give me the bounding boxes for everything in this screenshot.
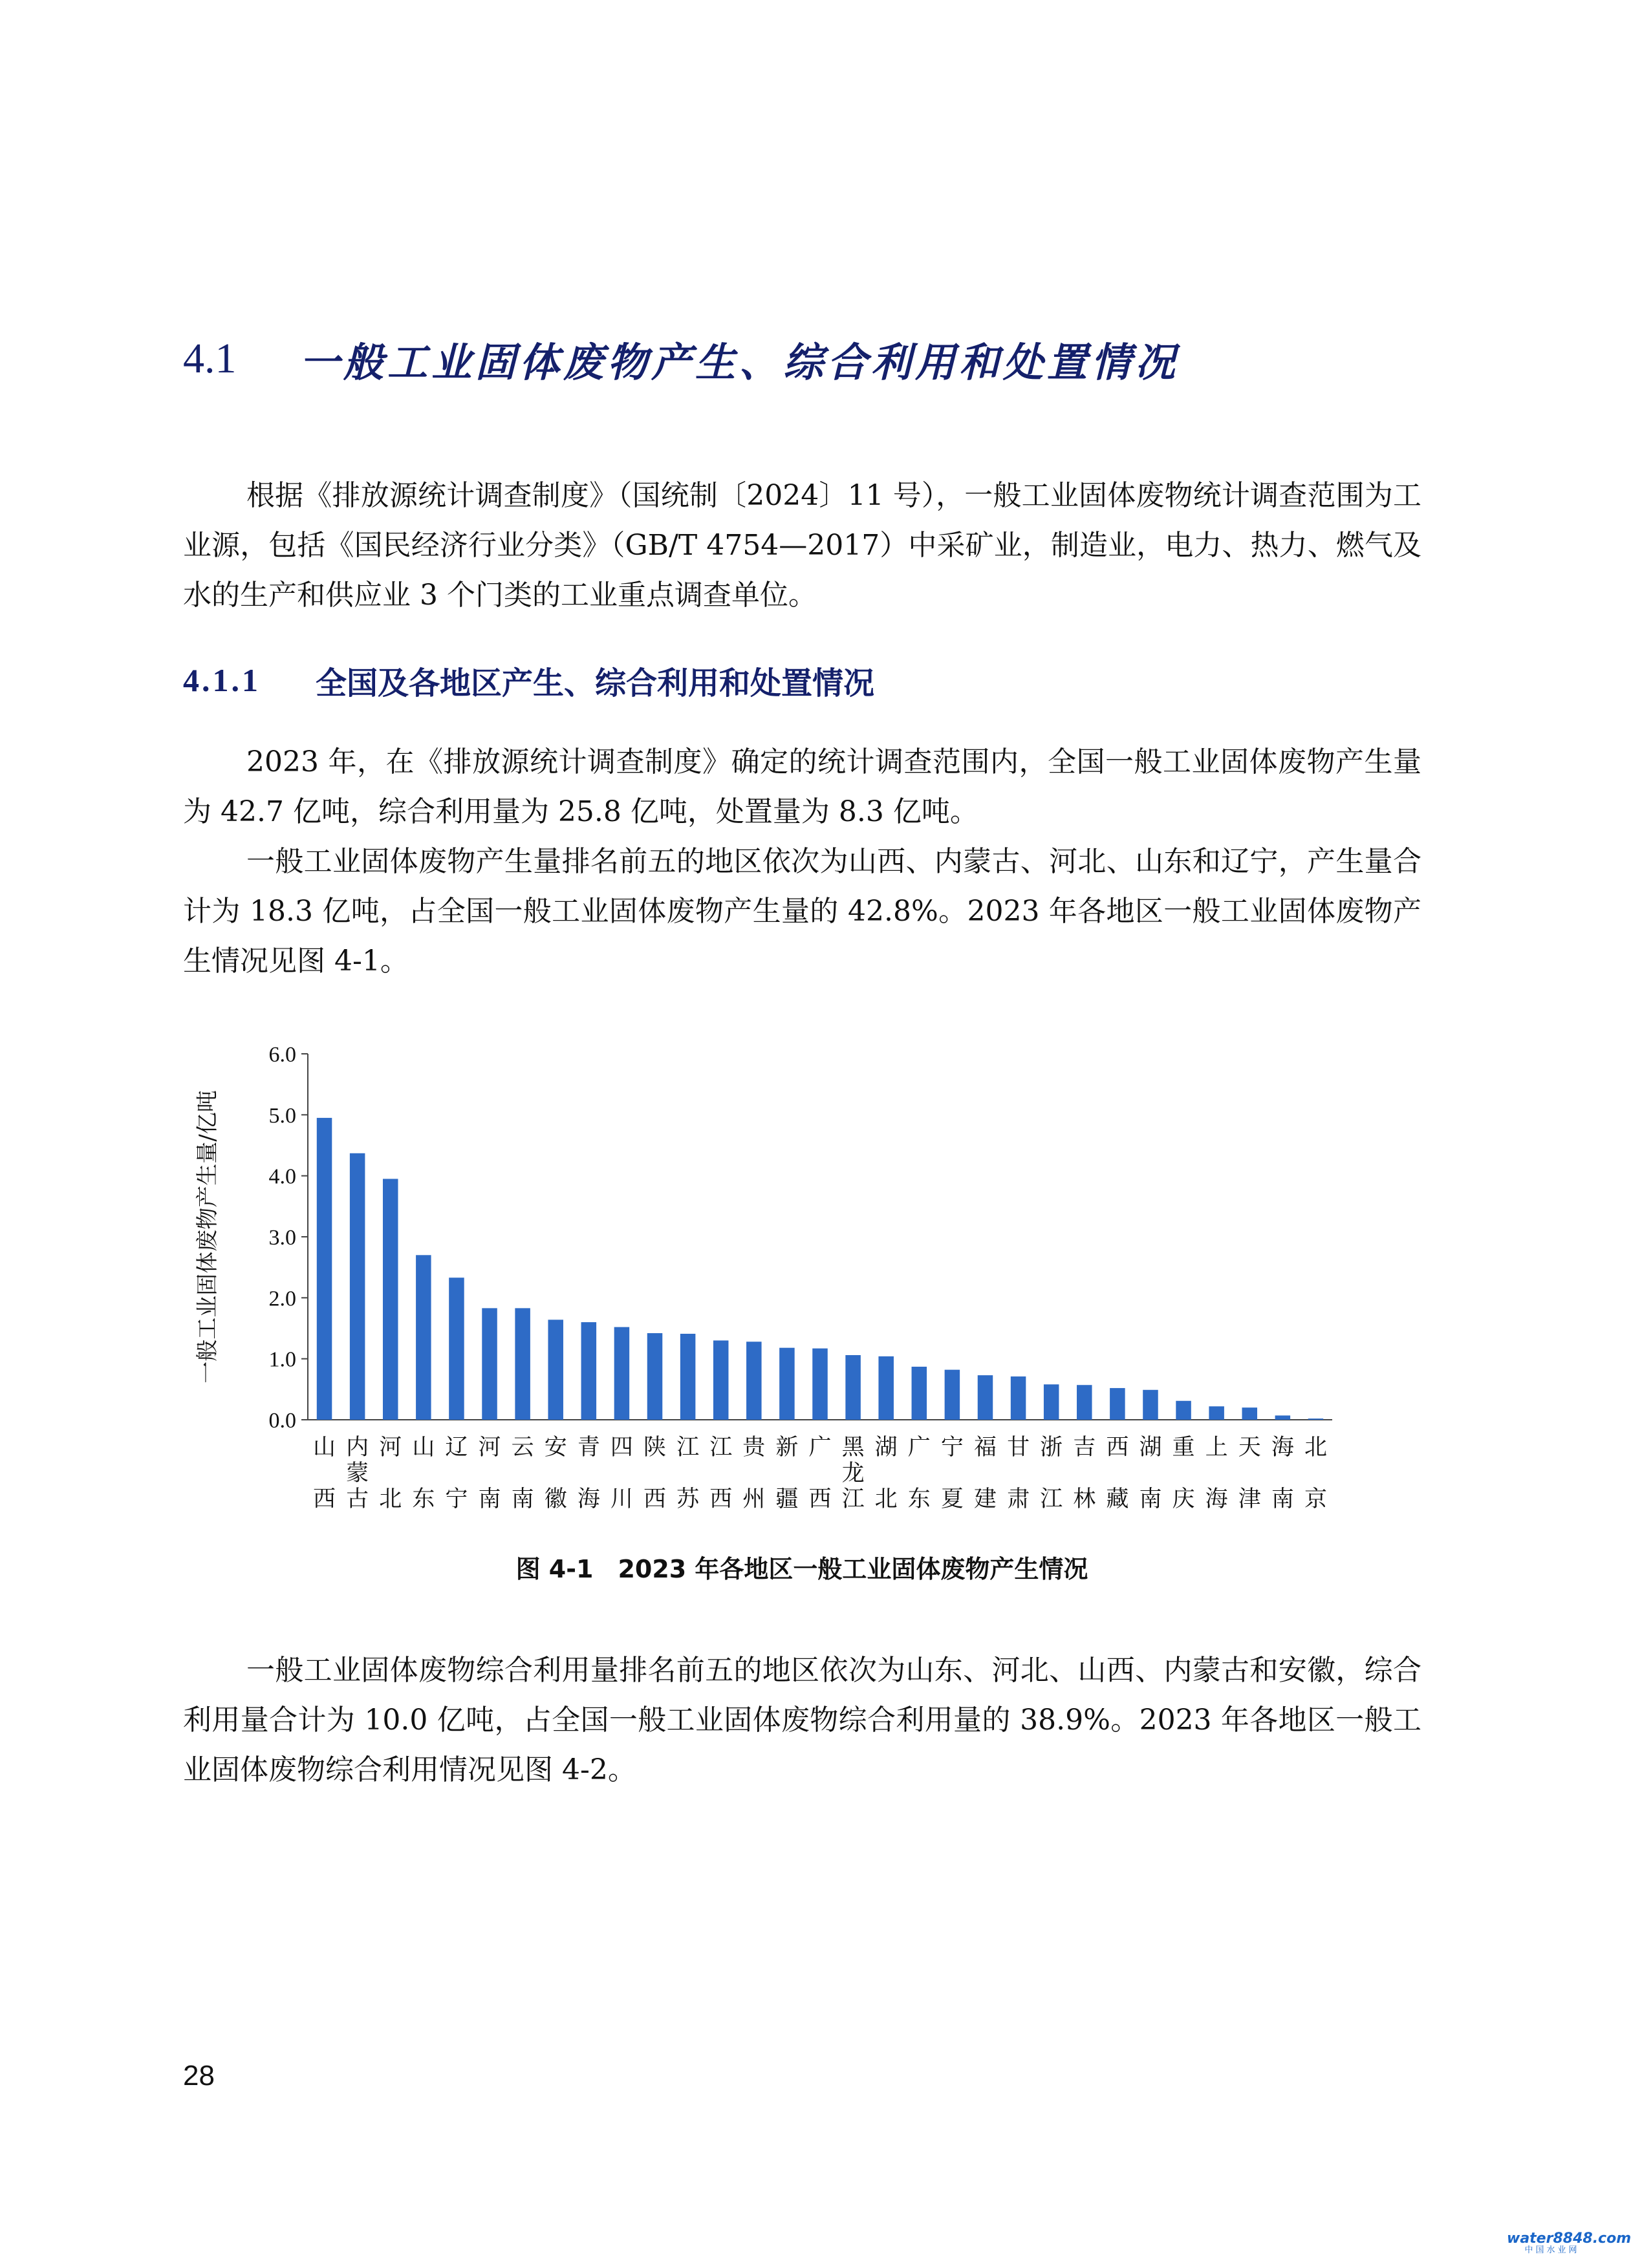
bar: [581, 1322, 597, 1420]
bar: [1176, 1401, 1191, 1420]
bar: [1077, 1385, 1092, 1420]
watermark-logo-subtext: 中国水业网: [1524, 2245, 1580, 2255]
x-category-label: 贵州: [742, 1435, 766, 1512]
bar: [1110, 1388, 1125, 1420]
x-category-label: 山东: [412, 1435, 435, 1512]
bar: [1308, 1418, 1324, 1420]
x-category-label: 广西: [808, 1435, 832, 1512]
figure-caption: 图 4-1 2023 年各地区一般工业固体废物产生情况: [515, 1555, 1088, 1583]
x-category-label: 河北: [379, 1435, 402, 1512]
paragraph-scope: 根据《排放源统计调查制度》（国统制〔2024〕11 号），一般工业固体废物统计调查范围为工业源，包括《国民经济行业分类》（GB/T 4754—2017）中采矿业，制造业，电力、热力、燃气及水的生产和供应业 3 个门类的工业重点调查单位。: [183, 479, 1421, 612]
bar: [680, 1334, 696, 1420]
x-category-label: 天津: [1238, 1435, 1261, 1512]
bar: [878, 1356, 894, 1420]
bar: [449, 1278, 464, 1420]
subsection-number: 4.1.1: [183, 662, 261, 698]
x-category-label: 浙江: [1040, 1435, 1063, 1512]
bar: [713, 1340, 729, 1420]
y-axis-title: 一般工业固体废物产生量/亿吨: [195, 1090, 221, 1384]
bar: [1143, 1390, 1158, 1420]
bar: [383, 1179, 398, 1420]
bar: [812, 1349, 828, 1420]
bar: [350, 1153, 365, 1420]
y-tick-label: 5.0: [268, 1104, 296, 1128]
bar: [845, 1355, 861, 1420]
x-category-label: 安徽: [544, 1435, 567, 1512]
bar: [978, 1375, 993, 1420]
y-tick-label: 6.0: [268, 1043, 296, 1067]
bar: [779, 1348, 795, 1420]
bar: [1209, 1406, 1224, 1420]
x-category-label: 海南: [1271, 1435, 1294, 1512]
x-category-label: 新疆: [775, 1435, 799, 1512]
bar: [1011, 1376, 1026, 1420]
x-category-label: 山西: [313, 1435, 336, 1512]
bar: [945, 1370, 960, 1420]
section-number: 4.1: [183, 335, 237, 382]
paragraph-national-totals: 2023 年，在《排放源统计调查制度》确定的统计调查范围内，全国一般工业固体废物产生量为 42.7 亿吨，综合利用量为 25.8 亿吨，处置量为 8.3 亿吨。: [183, 745, 1421, 828]
section-title: 一般工业固体废物产生、综合利用和处置情况: [299, 338, 1180, 386]
x-category-label: 北京: [1304, 1435, 1327, 1512]
x-category-label: 广东: [907, 1435, 931, 1512]
page-number: 28: [183, 2060, 215, 2091]
bar: [746, 1342, 762, 1420]
y-tick-label: 1.0: [268, 1347, 296, 1372]
x-category-label: 上海: [1205, 1435, 1228, 1512]
x-category-label: 内蒙古: [346, 1435, 369, 1512]
bar: [515, 1308, 530, 1420]
x-category-label: 重庆: [1172, 1435, 1195, 1512]
x-category-label: 江西: [709, 1435, 733, 1512]
x-category-label: 辽宁: [445, 1435, 468, 1512]
x-category-label: 湖南: [1139, 1435, 1162, 1512]
y-tick-label: 2.0: [268, 1287, 296, 1311]
paragraph-top-five-utilization: 一般工业固体废物综合利用量排名前五的地区依次为山东、河北、山西、内蒙古和安徽，综合利用量合计为 10.0 亿吨，占全国一般工业固体废物综合利用量的 38.9%。2023 年各地区一般工业固体废物综合利用情况见图 4-2。: [183, 1654, 1421, 1786]
y-tick-label: 4.0: [268, 1164, 296, 1189]
bar: [647, 1333, 663, 1420]
x-category-label: 陕西: [643, 1435, 667, 1512]
y-tick-label: 0.0: [268, 1409, 296, 1433]
paragraph-top-five-generation: 一般工业固体废物产生量排名前五的地区依次为山西、内蒙古、河北、山东和辽宁，产生量合计为 18.3 亿吨，占全国一般工业固体废物产生量的 42.8%。2023 年各地区一般工业固体废物产生情况见图 4-1。: [183, 845, 1421, 978]
x-category-label: 湖北: [874, 1435, 898, 1512]
bar: [912, 1367, 927, 1420]
x-category-label: 甘肃: [1007, 1435, 1030, 1512]
bar: [1275, 1415, 1291, 1420]
x-category-label: 宁夏: [940, 1435, 964, 1512]
watermark-logo-text: water8848.com: [1507, 2231, 1631, 2247]
y-tick-label: 3.0: [268, 1226, 296, 1250]
x-category-label: 吉林: [1073, 1435, 1096, 1512]
x-category-label: 云南: [511, 1435, 534, 1512]
watermark-logo: [1507, 2231, 1631, 2255]
bar: [1044, 1384, 1059, 1420]
x-category-label: 福建: [973, 1435, 997, 1512]
bar: [317, 1118, 332, 1420]
x-category-label: 江苏: [676, 1435, 700, 1512]
bar: [614, 1327, 630, 1420]
subsection-title: 全国及各地区产生、综合利用和处置情况: [316, 665, 875, 701]
bar: [416, 1255, 431, 1420]
x-category-label: 西藏: [1106, 1435, 1129, 1512]
x-category-label: 四川: [610, 1435, 633, 1512]
bar: [548, 1320, 563, 1420]
x-category-label: 河南: [478, 1435, 501, 1512]
bar: [482, 1308, 497, 1420]
x-category-label: 黑龙江: [841, 1435, 865, 1512]
x-category-label: 青海: [577, 1435, 600, 1512]
bar: [1242, 1407, 1258, 1420]
